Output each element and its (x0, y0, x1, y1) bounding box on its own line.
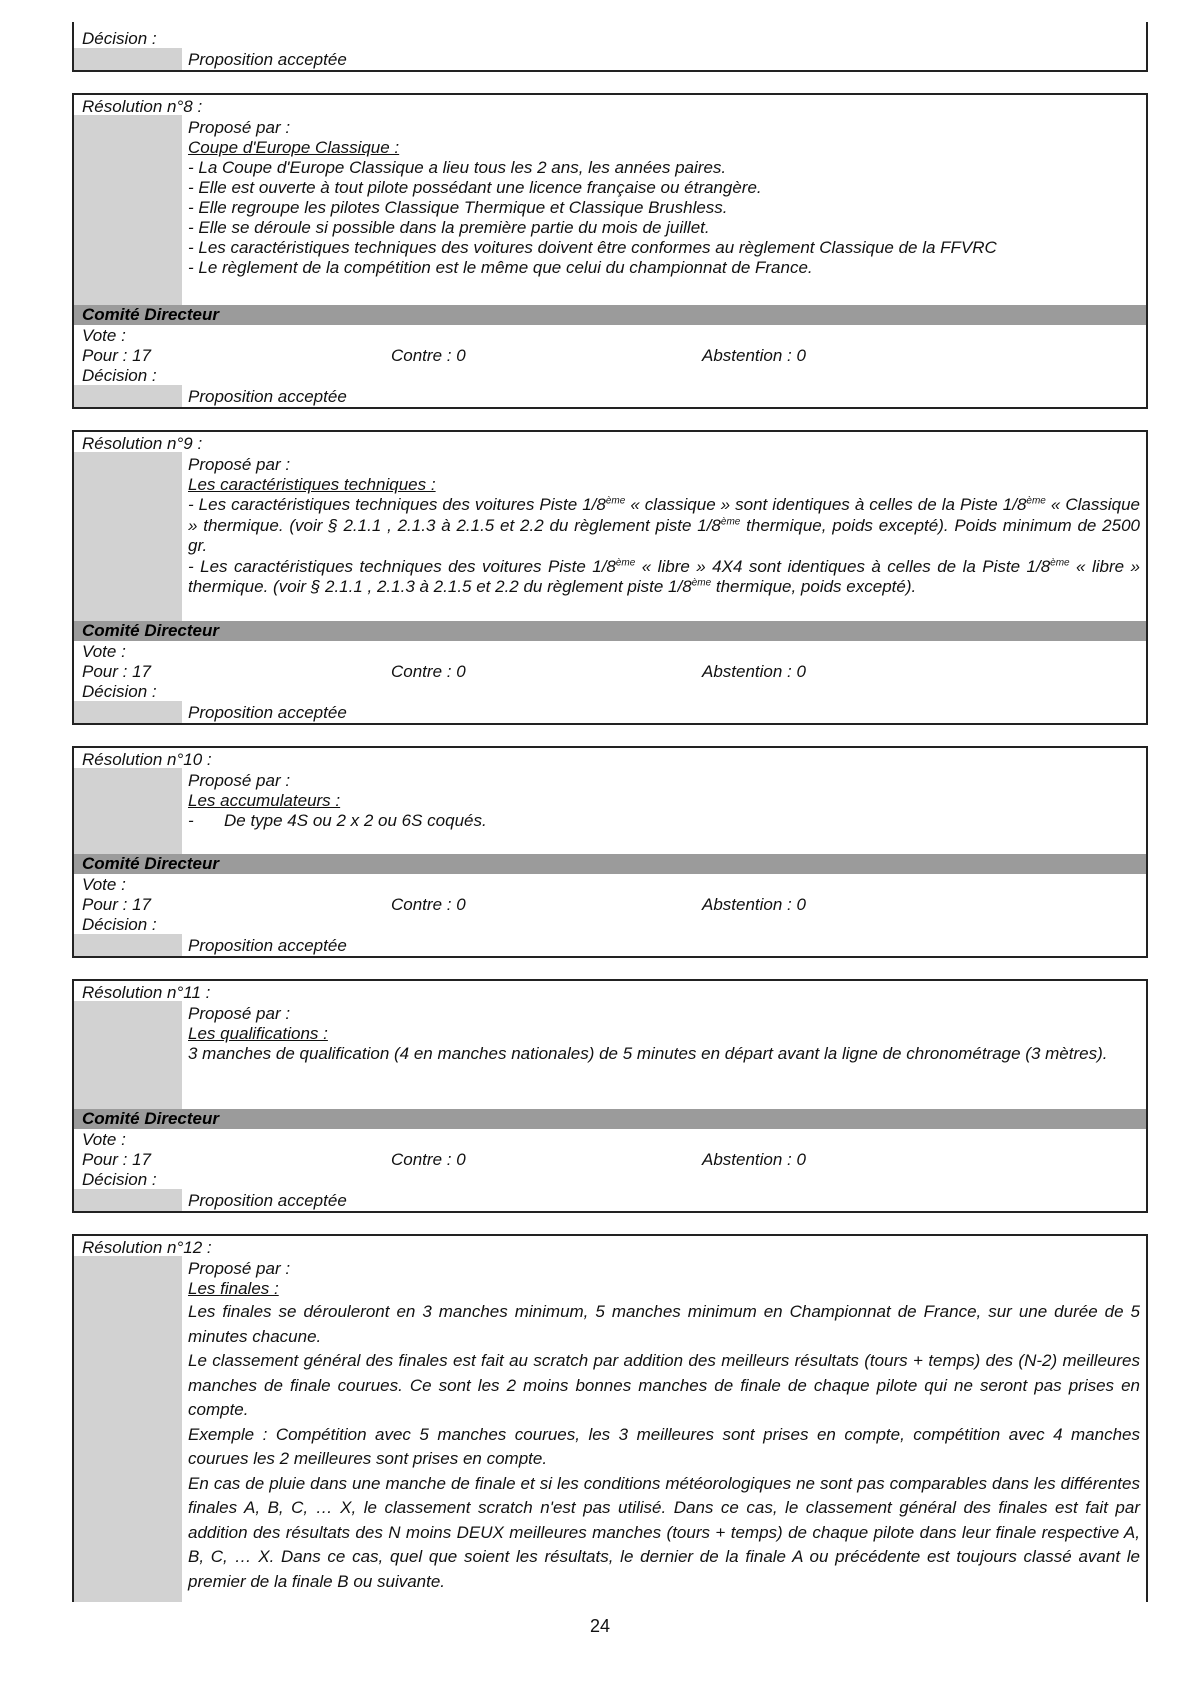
committee-bar (74, 305, 1146, 325)
paragraph: En cas de pluie dans une manche de finale et si les conditions météorologiques ne sont pas comparables dans les différentes finales A, B, C, … X, le classement scratch n'est pas utilisé. Dans ce cas, le classement général des finales est fait par addition des résultats des N moins DEUX meilleures manches (tours + temps) de chaque pilote dans leur finale respective A, B, C, … X. Dans ce cas, quel que soient les résultats, le dernier de la finale A ou précédente est toujours classé avant le premier de la finale B ou suivante. (188, 1473, 1140, 1591)
indent-column (74, 934, 182, 956)
proposed-by-label: Proposé par : (188, 1259, 291, 1278)
vote-abstention: Abstention : 0 (702, 346, 806, 365)
resolution-title: Les qualifications : (188, 1024, 328, 1043)
resolution-9 (72, 430, 1148, 725)
decision-outcome: Proposition acceptée (188, 936, 347, 955)
list-dash: - (188, 811, 194, 830)
vote-contre: Contre : 0 (391, 895, 466, 914)
body-paragraph: 3 manches de qualification (4 en manches nationales) de 5 minutes en départ avant la ligne de chronométrage (3 mètres). (188, 1044, 1108, 1063)
vote-pour: Pour : 17 (82, 346, 151, 365)
body-paragraph (188, 1300, 1140, 1594)
vote-label: Vote : (82, 875, 126, 894)
proposed-by-label: Proposé par : (188, 455, 291, 474)
vote-abstention: Abstention : 0 (702, 662, 806, 681)
vote-contre: Contre : 0 (391, 346, 466, 365)
decision-label: Décision : (82, 682, 157, 701)
committee-label: Comité Directeur (82, 854, 219, 873)
paragraph: Le classement général des finales est fait au scratch par addition des meilleurs résultats (tours + temps) des (N-2) meilleures manches de finale courues. Ce sont les 2 moins bonnes manches de finale de chaque pilote qui ne seront pas prises en compte. (188, 1351, 1140, 1419)
decision-outcome: Proposition acceptée (188, 1191, 347, 1210)
resolution-title: Les caractéristiques techniques : (188, 475, 436, 494)
resolution-10 (72, 746, 1148, 958)
body-line: - Elle regroupe les pilotes Classique Thermique et Classique Brushless. (188, 198, 728, 217)
vote-abstention: Abstention : 0 (702, 895, 806, 914)
paragraph: Les finales se dérouleront en 3 manches minimum, 5 manches minimum en Championnat de France, sur une durée de 5 minutes chacune. (188, 1302, 1140, 1346)
indent-column (74, 115, 182, 305)
committee-label: Comité Directeur (82, 1109, 219, 1128)
page-number: 24 (589, 1616, 611, 1636)
top-partial-block (72, 22, 1148, 72)
indent-column (74, 1189, 182, 1211)
indent-column (74, 452, 182, 621)
proposed-by-label: Proposé par : (188, 118, 291, 137)
indent-column (74, 701, 182, 723)
vote-pour: Pour : 17 (82, 895, 151, 914)
body-line: - Le règlement de la compétition est le même que celui du championnat de France. (188, 258, 813, 277)
decision-label: Décision : (82, 29, 157, 48)
proposed-by-label: Proposé par : (188, 1004, 291, 1023)
committee-bar (74, 621, 1146, 641)
resolution-11 (72, 979, 1148, 1213)
resolution-8 (72, 93, 1148, 409)
committee-label: Comité Directeur (82, 621, 219, 640)
body-paragraph: - Les caractéristiques techniques des voitures Piste 1/8ème « classique » sont identiques à celles de la Piste 1/8ème « Classique » thermique. (voir § 2.1.1 , 2.1.3 à 2.1.5 et 2.2 du règlement piste 1/8ème thermique, poids excepté). Poids minimum de 2500 gr. - Les caractéristiques techniques des voitures Piste 1/8ème « libre » 4X4 sont identiques à celles de la Piste 1/8ème « libre » thermique. (voir § 2.1.1 , 2.1.3 à 2.1.5 et 2.2 du règlement piste 1/8ème thermique, poids excepté). (188, 495, 1140, 596)
resolution-number: Résolution n°12 : (82, 1238, 212, 1257)
vote-abstention: Abstention : 0 (702, 1150, 806, 1169)
resolution-number: Résolution n°10 : (82, 750, 212, 769)
decision-label: Décision : (82, 915, 157, 934)
indent-column (74, 385, 182, 407)
resolution-12 (72, 1234, 1148, 1602)
decision-label: Décision : (82, 366, 157, 385)
committee-bar (74, 854, 1146, 874)
paragraph: Exemple : Compétition avec 5 manches courues, les 3 meilleures sont prises en compte, compétition avec 4 manches courues les 2 meilleures sont prises en compte. (188, 1424, 1140, 1468)
vote-label: Vote : (82, 642, 126, 661)
vote-pour: Pour : 17 (82, 662, 151, 681)
vote-label: Vote : (82, 326, 126, 345)
resolution-number: Résolution n°11 : (82, 983, 211, 1002)
decision-outcome: Proposition acceptée (188, 703, 347, 722)
decision-outcome: Proposition acceptée (188, 387, 347, 406)
decision-outcome: Proposition acceptée (188, 50, 347, 69)
committee-label: Comité Directeur (82, 305, 219, 324)
committee-bar (74, 1109, 1146, 1129)
resolution-title: Les finales : (188, 1279, 279, 1298)
resolution-title: Les accumulateurs : (188, 791, 341, 810)
proposed-by-label: Proposé par : (188, 771, 291, 790)
resolution-number: Résolution n°8 : (82, 97, 203, 116)
resolution-number: Résolution n°9 : (82, 434, 203, 453)
list-item: De type 4S ou 2 x 2 ou 6S coqués. (224, 811, 487, 830)
vote-contre: Contre : 0 (391, 1150, 466, 1169)
decision-label: Décision : (82, 1170, 157, 1189)
body-line: - Elle se déroule si possible dans la première partie du mois de juillet. (188, 218, 710, 237)
vote-label: Vote : (82, 1130, 126, 1149)
indent-column (74, 768, 182, 854)
indent-column (74, 1001, 182, 1109)
vote-contre: Contre : 0 (391, 662, 466, 681)
vote-pour: Pour : 17 (82, 1150, 151, 1169)
body-line: - Elle est ouverte à tout pilote possédant une licence française ou étrangère. (188, 178, 762, 197)
body-line: - Les caractéristiques techniques des voitures doivent être conformes au règlement Classique de la FFVRC (188, 238, 997, 257)
indent-column (74, 1256, 182, 1602)
indent-column (74, 48, 182, 70)
body-line: - La Coupe d'Europe Classique a lieu tous les 2 ans, les années paires. (188, 158, 727, 177)
resolution-title: Coupe d'Europe Classique : (188, 138, 400, 157)
